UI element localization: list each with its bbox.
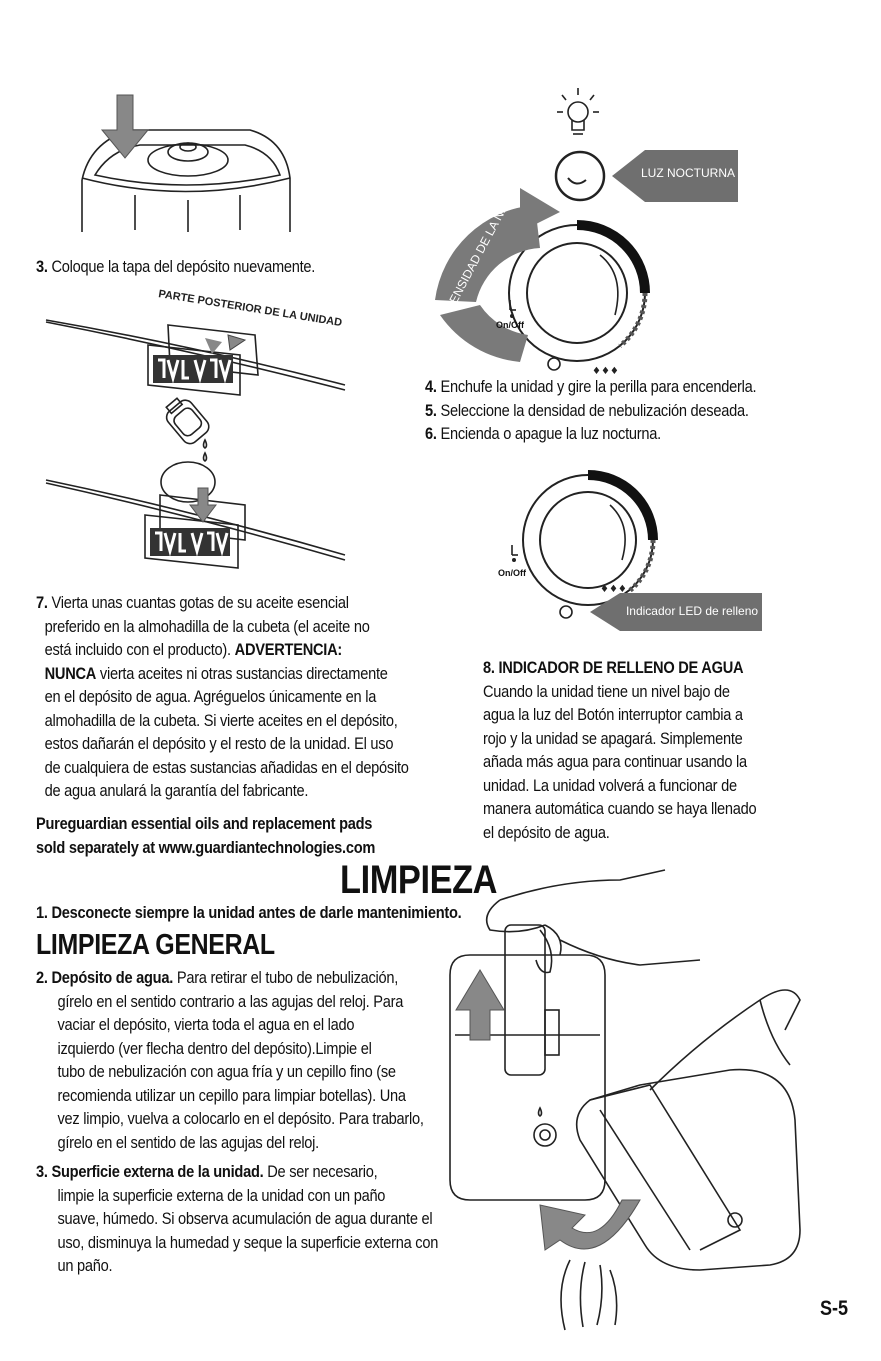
step-number: 2. [36, 968, 48, 987]
cleaning-step-3-line: uso, disminuya la humedad y seque la superficie externa con [57, 1232, 439, 1252]
line: Para retirar el tubo de nebulización, [173, 968, 399, 987]
svg-text:♦♦♦: ♦♦♦ [592, 366, 619, 377]
step-8-line: Cuando la unidad tiene un nivel bajo de [483, 681, 730, 701]
step-number: 3. [36, 1162, 48, 1181]
line: preferido en la almohadilla de la cubeta (el aceite no [44, 616, 370, 636]
line: de agua anulará la garantía del fabricante. [44, 781, 309, 800]
cleaning-step-2-line: recomienda utilizar un cepillo para limpiar botellas). Una [57, 1085, 406, 1105]
step-number: 5. [425, 400, 437, 420]
step-8-line: añada más agua para continuar usando la [483, 752, 747, 771]
cleaning-step-2-line: gírelo en el sentido contrario a las agujas del reloj. Para [57, 991, 404, 1011]
cleaning-step-2-line: tubo de nebulización con agua fría y un cepillo fino (se [57, 1062, 396, 1081]
step-text: Encienda o apague la luz nocturna. [440, 424, 661, 443]
refill-led-label: Indicador LED de relleno [625, 604, 759, 618]
line: Vierta unas cuantas gotas de su aceite esencial [51, 593, 349, 612]
line: almohadilla de la cubeta. Si vierte aceites en el depósito, [44, 710, 398, 730]
cleaning-step-2-line: izquierdo (ver flecha dentro del depósito).Limpie el [57, 1038, 372, 1058]
step-8-line: manera automática cuando se haya llenado [483, 799, 757, 818]
page-number: S-5 [820, 1297, 849, 1320]
line: vierta aceites ni otras sustancias directamente [96, 663, 388, 683]
promo-line: sold separately at www.guardiantechnologies.com [36, 837, 376, 857]
step-8-line: el depósito de agua. [483, 822, 610, 842]
line: de cualquiera de estas sustancias añadidas en el depósito [44, 757, 409, 777]
step-title: Superficie externa de la unidad. [51, 1162, 264, 1181]
step-text: Desconecte siempre la unidad antes de darle mantenimiento. [51, 903, 462, 922]
night-light-label: LUZ NOCTURNA [640, 166, 735, 180]
step-number: 1. [36, 903, 48, 922]
line: De ser necesario, [263, 1162, 378, 1181]
cleaning-step-2-line: vaciar el depósito, vierta toda el agua en el lado [57, 1015, 355, 1034]
step-8-line: agua la luz del Botón interruptor cambia a [483, 705, 743, 724]
step-number: 6. [425, 424, 437, 443]
step-number: 3. [36, 257, 48, 276]
warning-label: ADVERTENCIA: [234, 640, 343, 659]
svg-text:♦♦♦: ♦♦♦ [600, 584, 627, 595]
line: está incluido con el producto). [44, 640, 235, 659]
cleaning-step-3-line: suave, húmedo. Si observa acumulación de agua durante el [57, 1209, 433, 1228]
step-8-line: rojo y la unidad se apagará. Simplemente [483, 728, 743, 748]
step-number: 7. [36, 593, 48, 612]
mist-arc-label: DENSIDAD DE LA NEBULIZACIÓN [442, 137, 545, 314]
cleaning-step-2-line: vez limpio, vuelva a colocarlo en el depósito. Para trabarlo, [57, 1109, 424, 1128]
never-label: NUNCA [44, 663, 97, 683]
step-text: Seleccione la densidad de nebulización deseada. [440, 400, 749, 420]
line: en el depósito de agua. Agréguelos únicamente en la [44, 687, 377, 706]
line: estos dañarán el depósito y el resto de la unidad. El uso [44, 734, 394, 753]
cleaning-step-3-line: un paño. [57, 1256, 113, 1275]
step-number: 4. [425, 377, 437, 396]
step-8-title: 8. INDICADOR DE RELLENO DE AGUA [483, 658, 744, 677]
general-cleaning-heading: LIMPIEZA GENERAL [36, 929, 275, 961]
cleaning-step-2-line: gírelo en el sentido de las agujas del reloj. [57, 1132, 319, 1152]
cleaning-heading: LIMPIEZA [340, 858, 498, 902]
step-text: Coloque la tapa del depósito nuevamente. [51, 257, 316, 276]
step-8-line: unidad. La unidad volverá a funcionar de [483, 775, 737, 795]
step-title: Depósito de agua. [51, 968, 174, 987]
rear-label: PARTE POSTERIOR DE LA UNIDAD [157, 288, 343, 330]
onoff-label-top: On/Off [496, 320, 524, 330]
step-text: Enchufe la unidad y gire la perilla para encenderla. [440, 377, 757, 396]
promo-line: Pureguardian essential oils and replacement pads [36, 814, 373, 833]
onoff-label-bottom: On/Off [498, 568, 526, 578]
cleaning-step-3-line: limpie la superficie externa de la unidad con un paño [57, 1185, 386, 1205]
